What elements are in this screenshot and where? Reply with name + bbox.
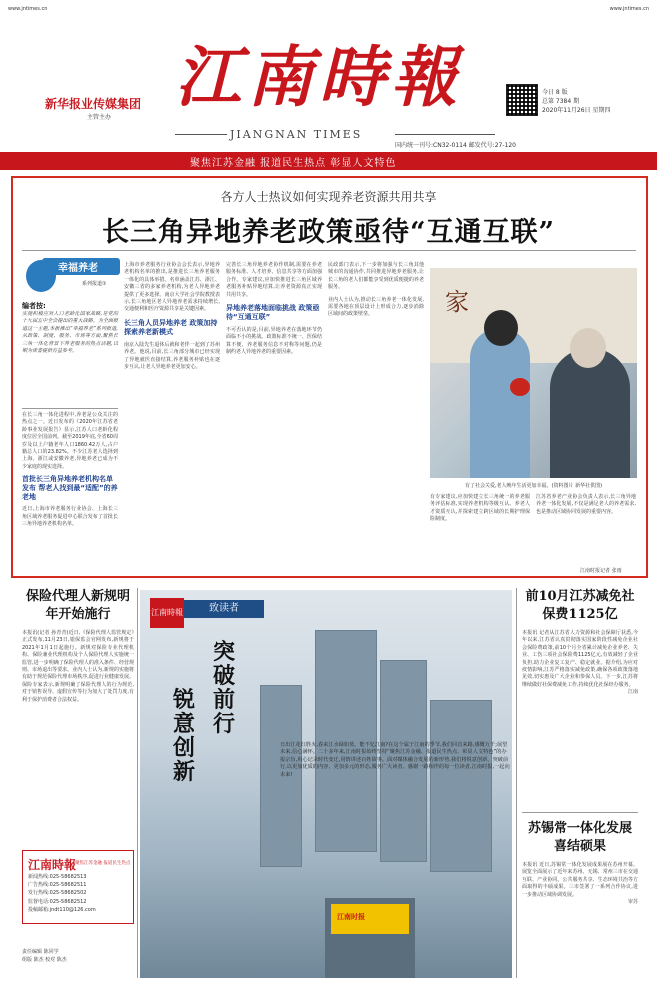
contact-box-lines <box>28 873 96 914</box>
left-article <box>22 588 134 704</box>
photo-nurse-head <box>484 310 518 346</box>
editor-note-text: 实施积极应对人口老龄化国家战略,是党的十九届五中全会提出的重大战略。为全面报道这一主题,本报推出“幸福养老”系列报道,从政策、制度、服务、市场等方面,聚焦长三角一体化背景下养老服务的热点话题,以期为读者提供有益参考。 <box>22 311 118 355</box>
col1-section-head: 首批长三角异地养老机构名单发布 帮老人找到最“适配”的养老地 <box>22 475 118 502</box>
badge-sub: 系列报道① <box>82 281 107 287</box>
right-divider <box>516 588 517 978</box>
col3-section-head: 异地养老落地面临挑战 政策亟待“互通互联” <box>226 304 320 322</box>
masthead-english-title: JIANGNAN TIMES <box>230 128 363 141</box>
left-divider <box>137 588 138 978</box>
feature-photo <box>430 268 637 478</box>
page-credits <box>22 948 67 964</box>
contact-line: 发行热线:025-58682502 <box>28 890 87 897</box>
right-article-1-text: 本报讯 记者从江苏省人力资源和社会保障厅获悉,今年以来,江苏省认真贯彻落实国家阶段性减免企业社会保险费政策,前10个月全省累计减免企业养老、失业、工伤三项社会保险费1125亿元,有效减轻了企业负担,助力企业复工复产、稳定就业。据介绍,为应对疫情影响,江苏严格落实减免政策,确保各项政策落地见效,切实惠及广大企业和参保人员。下一步,江苏将继续做好社保费减免工作,持续优化社保经办服务。 <box>522 630 638 688</box>
series-badge <box>22 256 122 296</box>
masthead-title-text: 江南時報 <box>175 38 463 116</box>
building-1 <box>315 630 377 852</box>
feature-col6 <box>536 494 636 516</box>
masthead-datebox <box>542 88 610 115</box>
contact-line: 监督电话:025-58682512 <box>28 898 87 905</box>
right-article-2-title: 苏锡常一体化发展喜结硕果 <box>527 821 632 854</box>
center-screen-text: 江南时报 <box>337 913 365 921</box>
left-article-text: 本报讯(记者 孙青青)近日,《保险代理人监管规定》正式发布,11月23日,银保监会官网发布,新规将于2021年1月1日起施行。新规对保险专业代理机构、保险兼业代理机构及个人保险代理人实施统一监管,进一步明确了保险代理人的准入条件、经营规则、市场退出等要求。业内人士认为,新规的实施将有助于规范保险代理市场秩序,促进行业健康发展。保险专家表示,新规明确了保险代理人的行为规范,对于销售误导、虚假宣传等行为加大了处罚力度,有利于保护消费者合法权益。 <box>22 630 134 703</box>
center-letter: 日出江花红胜火,春来江水绿如蓝。能不忆江南?在这个属于江南的季节,我们回首来路,感慨万千;展望未来,信心满怀。二十多年来,江南时报始终坚持“聚焦江苏金融、报道民生热点、彰显人文特色”的办报宗旨,用心记录时代变迁,用情讲述百姓故事。面对媒体融合发展的新形势,我们将锐意创新、突破前行,以更加优质的内容、更加多元的形态,服务广大读者。感谢一路相伴的每一位读者,江南时报,一起向未来! <box>280 742 510 778</box>
slogan-breakthrough: 突破前行 <box>212 639 235 737</box>
feature-headline: 长三角异地养老政策亟待“互通互联” <box>101 217 556 248</box>
headline-rule <box>22 250 636 251</box>
feature-col2 <box>124 262 220 371</box>
right-article-2-text: 本报讯 近日,苏锡常一体化发展成果展在苏州开幕。展览全面展示了近年来苏州、无锡、常州三市在交通互联、产业协同、公共服务共享、生态环境共治等方面取得的丰硕成果。三市签署了一系列合作协议,进一步推动区域协调发展。 <box>522 862 638 898</box>
credits-line-2: 组版 陈杰 校对 陈杰 <box>22 957 67 963</box>
col4-text2: 业内人士认为,推动长三角养老一体化发展,需要各地在顶层设计上形成合力,逐步消除区域间的政策壁垒。 <box>328 296 424 318</box>
feature-col5 <box>430 494 530 524</box>
issue-number: 总第 7384 期 <box>542 98 580 105</box>
col2-text: 上海市养老服务行业协会会长表示,异地养老机构名单的推出,是推进长三角养老服务一体化的具体举措。名单涵盖江苏、浙江、安徽三省的多家养老机构,为老人异地养老提供了更多选择。南京大学社会学院教授表示,长三角地区老人异地养老需求持续增长,交通便利和医疗资源共享是关键因素。 <box>124 262 220 313</box>
edition: 今日 8 版 <box>542 89 568 96</box>
left-article-title: 保险代理人新规明年开始施行 <box>25 589 130 622</box>
col3-text2: 不可否认的是,目前,异地养老在落地环节仍面临不小的挑战。政策标准不统一、医保结算不便、养老服务信息不对称等问题,仍是制约老人异地养老的重要因素。 <box>226 327 322 356</box>
col5-text2: 江苏省养老产业协会负责人表示,长三角异地养老一体化发展,不仅是满足老人的养老需求,也是推动区域协同发展的重要内容。 <box>536 494 636 515</box>
center-paper-logo: 江南時報 <box>150 598 184 628</box>
feature-signature: 江南时报记者 张雨 <box>580 568 622 574</box>
col1-text: 在长三角一体化进程中,养老是公众关注的热点之一。近日发布的《2020年江苏省老龄事业发展报告》显示,江苏人口老龄化程度位居全国前列。截至2019年底,全省60周岁及以上户籍老年人口1860.42万人,占户籍总人口的23.82%。不少江苏老人选择到上海、浙江或安徽养老,异地养老已成为不少家庭的现实选择。 <box>22 412 118 470</box>
photo-elder-head <box>570 328 606 368</box>
publish-date: 2020年11月26日 星期四 <box>542 107 611 114</box>
photo-nurse-figure <box>470 328 530 478</box>
photo-red-ball <box>510 378 530 396</box>
col2-text2: 南京入陆先生退休后就和老伴一起到了苏州养老。他说,目前,长三角部分城市已经实现了异地就医直接结算,养老服务补贴也在逐步互认,让老人异地养老更加安心。 <box>124 341 220 371</box>
masthead-rule-left <box>175 134 227 135</box>
right-article-1 <box>522 588 638 697</box>
group-logo-sub: 主管主办 <box>87 114 112 121</box>
photo-caption: 有了社会关爱,老人晚年生活更加幸福。(资料图片 新华社供图) <box>464 483 603 489</box>
photo-wall-character: 家 <box>445 288 469 316</box>
masthead-rule-right <box>395 134 495 135</box>
editor-note-title: 编者按: <box>22 302 46 310</box>
right-article-1-title: 前10月江苏减免社保费1125亿 <box>525 589 635 622</box>
feature-sub-headline: 各方人士热议如何实现养老资源共用共享 <box>220 190 437 204</box>
feature-col3 <box>226 262 322 357</box>
col5-text: 有专家建议,应加快建立长三角统一的养老服务评估标准,实现养老机构等级互认、养老人才资质互认,并探索建立跨区域的长期护理保险制度。 <box>430 494 530 523</box>
building-4 <box>430 700 492 872</box>
contact-line: 新闻热线:025-58682513 <box>28 874 87 880</box>
right-article-2-signature: 审苏 <box>627 899 638 906</box>
col2-section-head: 长三角人员异地养老 政策加持探索养老新模式 <box>124 318 218 336</box>
center-screen-frame <box>325 898 415 978</box>
group-logo <box>45 95 160 125</box>
feature-col1 <box>22 412 118 528</box>
center-band: 致读者 <box>184 600 264 618</box>
contact-line: 广告热线:025-58682511 <box>28 882 87 889</box>
issn-line: 国内统一刊号:CN32-0114 邮发代号:27-120 <box>395 142 516 149</box>
right-article-1-signature: 江南 <box>627 689 638 696</box>
masthead-url-right: www.jntimes.cn <box>609 6 649 12</box>
contact-line: 投稿邮箱:jndt110@126.com <box>28 906 96 913</box>
feature-col4 <box>328 262 424 319</box>
right-article-2 <box>522 820 638 907</box>
credits-line-1: 责任编辑 陈同学 <box>22 949 59 955</box>
col4-text: 民政部门表示,下一步将加强与长三角其他城市的沟通协作,共同推进异地养老服务,让长三角的老人们都能享受到优质便捷的养老服务。 <box>328 262 424 291</box>
contact-box-logo: 江南時報 <box>28 858 77 872</box>
masthead-title <box>175 40 495 115</box>
editor-note-rule <box>22 408 118 409</box>
slogan-innovate: 锐意创新 <box>172 687 195 785</box>
col3-text: 完善长三角异地养老协作机制,需要在养老服务标准、人才培养、信息共享等方面加强合作。专家建议,应加快推进长三角区域养老服务补贴异地结算,让养老资源真正实现共用共享。 <box>226 262 322 298</box>
slogan-text: 聚焦江苏金融 报道民生热点 彰显人文特色 <box>190 158 397 169</box>
badge-label: 幸福养老 <box>58 263 98 274</box>
masthead-url-left: www.jntimes.cn <box>8 6 48 12</box>
editor-note <box>22 302 118 355</box>
contact-box-motto: 聚焦江苏金融 报道民生热点 <box>75 861 131 866</box>
right-article-rule <box>522 812 638 813</box>
col1-text2: 近日,上海市养老服务行业协会、上海长三角区域养老服务促进中心联合发布了首批长三角异地养老机构名单。 <box>22 506 118 528</box>
qr-code-icon <box>506 84 538 116</box>
group-logo-text: 新华报业传媒集团 <box>45 97 142 111</box>
